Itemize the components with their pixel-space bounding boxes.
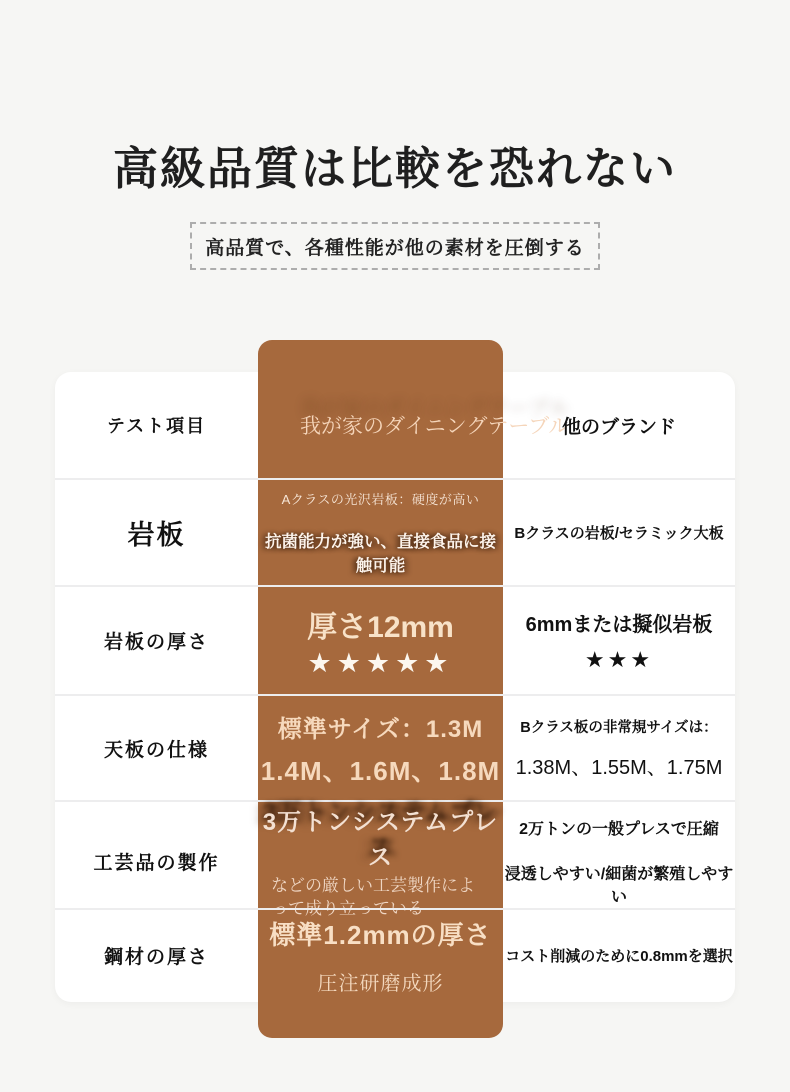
ours-slab-cell xyxy=(258,480,503,585)
row-label-craftsmanship: 工芸品の製作 xyxy=(93,852,220,874)
ours-steel-cell xyxy=(258,910,503,1000)
others-three-star-rating: ★★★ xyxy=(584,647,654,672)
page-title: 高級品質は比較を恐れない xyxy=(112,143,677,194)
header-our-product xyxy=(258,372,570,478)
ours-craft-cell xyxy=(258,802,503,921)
row-label-tabletop-spec: 天板の仕様 xyxy=(103,739,209,761)
ours-spec-cell xyxy=(258,696,503,800)
others-irregular-size-note: Bクラス板の非常規サイズは： xyxy=(520,720,718,736)
others-thickness-cell xyxy=(503,587,735,694)
table-row-slab xyxy=(55,478,735,585)
others-craft-drawback: 浸透しやすい/細菌が繁殖しやすい xyxy=(504,865,734,906)
row-label-slab: 岩板 xyxy=(127,520,186,550)
comparison-table xyxy=(55,372,735,1002)
ours-slab-antibacterial: 抗菌能力が強い、直接食品に接触可能 xyxy=(265,533,496,575)
others-craft-cell xyxy=(503,802,735,921)
ours-size-list: 1.4M、1.6M、1.8M xyxy=(260,755,501,786)
ours-thickness-cell xyxy=(258,587,503,694)
subtitle-text: 高品質で、各種性能が他の素材を圧倒する xyxy=(205,237,585,259)
table-row-steel-thickness xyxy=(55,908,735,1000)
others-press-spec: 2万トンの一般プレスで圧縮 xyxy=(519,820,719,838)
others-slab-grade: Bクラスの岩板/セラミック大板 xyxy=(514,525,724,542)
row-label-slab-thickness: 岩板の厚さ xyxy=(103,632,209,653)
ours-slab-grade: Aクラスの光沢岩板：硬度が高い xyxy=(281,492,480,507)
ours-thickness-value: 厚さ12mm xyxy=(307,611,454,644)
others-thickness-value: 6mmまたは擬似岩板 xyxy=(525,614,713,636)
table-row-tabletop-spec xyxy=(55,694,735,800)
table-row-craftsmanship xyxy=(55,800,735,918)
header-other-brands: 他のブランド xyxy=(561,416,676,438)
row-label-steel-thickness: 鋼材の厚さ xyxy=(103,946,209,968)
others-spec-cell xyxy=(503,696,735,800)
table-header-row xyxy=(55,372,735,478)
others-steel-cell xyxy=(503,910,735,1000)
others-size-list: 1.38M、1.55M、1.75M xyxy=(515,757,723,779)
ours-forming-method: 圧注研磨成形 xyxy=(317,972,444,995)
header-test-items: テスト項目 xyxy=(106,416,207,436)
ours-five-star-rating: ★★★★★ xyxy=(307,648,454,678)
ours-standard-size: 標準サイズ：1.3M xyxy=(277,715,484,743)
subtitle-dashed-box xyxy=(190,222,600,270)
ours-steel-thickness: 標準1.2mmの厚さ xyxy=(269,919,492,950)
header-our-product-label: 我が家のダイニングテーブル xyxy=(300,415,570,438)
others-slab-cell xyxy=(503,480,735,585)
table-row-slab-thickness xyxy=(55,585,735,694)
others-steel-thickness: コスト削減のために0.8mmを選択 xyxy=(505,947,733,965)
ours-press-spec: 3万トンシステムプレス xyxy=(262,809,499,871)
ours-craft-description: などの厳しい工芸製作によって成り立っている xyxy=(271,876,475,918)
